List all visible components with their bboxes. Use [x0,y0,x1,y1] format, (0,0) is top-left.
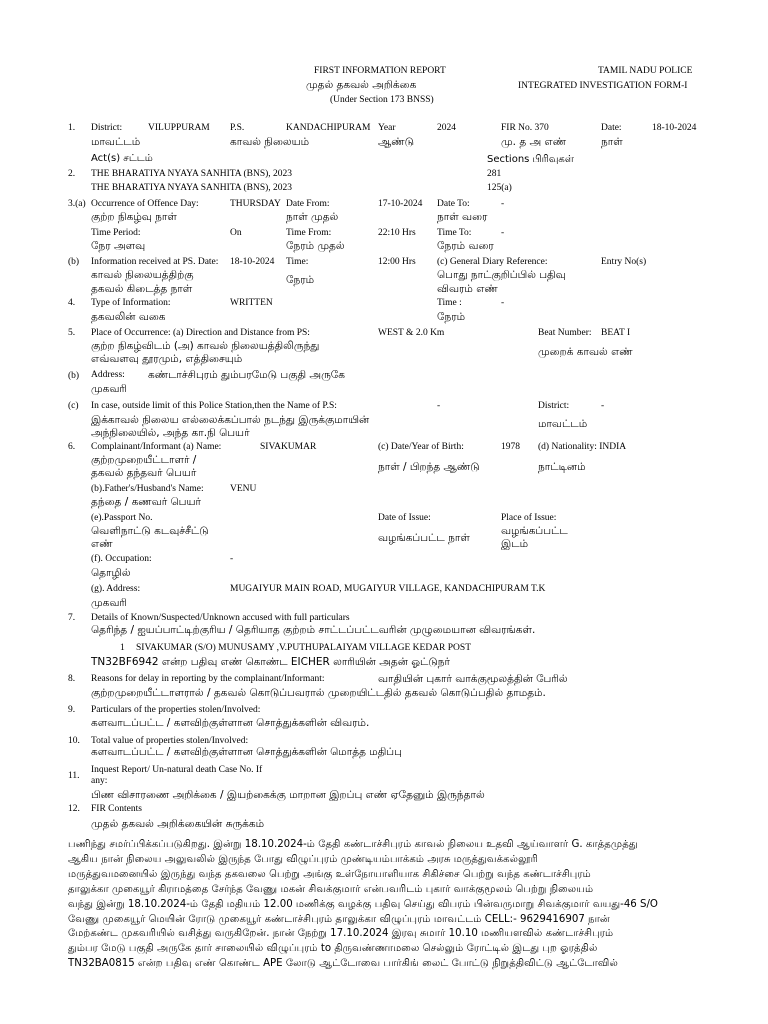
issue-date-tamil: வழங்கப்பட்ட நாள் [378,532,470,544]
time-period-tamil: நேர அளவு [91,240,146,252]
outside-district-tamil: மாவட்டம் [538,418,588,430]
contents-line: மருத்துவமனையில் இருந்து வந்த தகவலை பெற்று அங்கு உள்நோயாளியாக சிகிச்சை பெற்று வந்த கண்டாச்சிபுரம் [68,868,591,880]
year-label: Year [378,123,396,133]
outside-district-label: District: [538,401,570,411]
date-from-label: Date From: [286,199,330,209]
sections-label: Sections பிரிவுகள் [487,154,574,165]
ps-label: P.S. [230,123,245,133]
contents-line: தும்பர மேடு பகுதி அருகே தார் சாலையில் விழுப்புரம் to திருவண்ணாமலை செல்லும் ரோட்டில் இடது புற ஓரத்தில் [68,943,598,955]
complainant-address-value: MUGAIYUR MAIN ROAD, MUGAIYUR VILLAGE, KANDACHIPURAM T.K [230,584,546,594]
form-name: INTEGRATED INVESTIGATION FORM-I [518,81,688,91]
outside-district-value: - [601,401,605,411]
dob-value: 1978 [501,442,520,452]
report-title-tamil: முதல் தகவல் அறிக்கை [306,79,417,91]
contents-line: தாலுக்கா முகையூர் கிராமத்தை சேர்ந்த வேணு மகன் சிவக்குமார் என்பவரிடம் புகார் வாக்குமூலம் பெற்று நிலையம் [68,883,594,895]
contents-line: ஆகிய நான் நிலைய அலுவலில் இருந்த போது விழுப்புரம் முண்டியம்பாக்கம் அரசு மருத்துவக்கல்லூரி [68,853,538,865]
contents-line: மேற்கண்ட முகவரியில் வசித்து வருகிறேன். நான் நேற்று 17.10.2024 இரவு சுமார் 10.10 மணியளவில் கண்டாச்சிபுரம் [68,928,614,940]
place-direction-value: WEST & 2.0 Km [378,328,445,338]
place-direction-tamil-2: எவ்வளவு தூரமும், எத்திசையும் [91,353,243,365]
delay-reason-label: Reasons for delay in reporting by the complainant/Informant: [91,674,325,684]
section-5-number: 5. [68,328,76,338]
place-address-label: Address: [91,370,125,380]
property-value-label: Total value of properties stolen/Involved: [91,736,249,746]
passport-label: (e).Passport No. [91,513,153,523]
year-value: 2024 [437,123,456,133]
fir-date-value: 18-10-2024 [652,123,697,133]
occurrence-day-tamil: குற்ற நிகழ்வு நாள் [91,211,177,223]
occupation-value: - [230,554,234,564]
issue-date-label: Date of Issue: [378,513,431,523]
org-name: TAMIL NADU POLICE [598,66,693,76]
gd-reference-tamil-2: விவரம் எண் [437,283,498,295]
info-type-tamil: தகவலின் வகை [91,311,166,323]
inquest-tamil: பிண விசாரணை அறிக்கை / இயற்கைக்கு மாறான இறப்பு எண் ஏதேனும் இருந்தால் [91,789,485,801]
time-to-value: - [501,228,505,238]
beat-number-label: Beat Number: [538,328,592,338]
section-2-number: 2. [68,169,76,179]
district-value: VILUPPURAM [148,123,210,133]
father-name-value: VENU [230,484,257,494]
time-period-label: Time Period: [91,228,141,238]
time-to-label: Time To: [437,228,472,238]
occupation-label: (f). Occupation: [91,554,152,564]
property-value-tamil: களவாடப்பட்ட / களவிற்குள்ளான சொத்துக்களின் மொத்த மதிப்பு [91,746,402,758]
passport-tamil-2: எண் [91,538,113,550]
fir-contents-tamil: முதல் தகவல் அறிக்கையின் சுருக்கம் [91,818,265,830]
section-5c-number: (c) [68,401,79,411]
accused-label: Details of Known/Suspected/Unknown accused with full particulars [91,613,350,623]
section-8-number: 8. [68,674,76,684]
acts-label: Act(s) சட்டம் [91,153,153,164]
info-type-time-value: - [501,298,505,308]
date-to-value: - [501,199,505,209]
fir-number: FIR No. 370 [501,123,549,133]
date-from-tamil: நாள் முதல் [286,211,339,223]
info-received-tamil-1: காவல் நிலையத்திற்கு [91,269,194,281]
delay-reason-tamil: குற்றமுறையீட்டாளரால் / தகவல் கொடுப்பவரால் முறையிட்டதில் தகவல் கொடுப்பதில் தாமதம். [91,687,546,699]
section-3b-number: (b) [68,257,80,267]
inquest-label-2: any: [91,776,108,786]
outside-ps-tamil-1: இக்காவல் நிலைய எல்லைக்கப்பால் நடந்து இருக்குமாயின் [91,414,370,426]
place-address-value: கண்டாச்சிபுரம் தும்பரமேடு பகுதி அருகே [148,369,345,381]
section-281: 281 [487,169,502,179]
contents-line: வேணு முகையூர் மெயின் ரோடு முகையூர் கண்டாச்சிபுரம் தாலுக்கா விழுப்புரம் மாவட்டம் CELL:- 9629416907 நான் [68,913,610,925]
district-label-tamil: மாவட்டம் [91,136,141,148]
section-3-number: 3.(a) [68,199,86,209]
section-4-number: 4. [68,298,76,308]
section-9-number: 9. [68,705,76,715]
district-label: District: [91,123,123,133]
info-time-tamil: நேரம் [286,274,315,286]
accused-vehicle: TN32BF6942 என்ற பதிவு எண் கொண்ட EICHER லாரியின் அதன் ஓட்டுநர் [91,656,450,668]
report-title: FIRST INFORMATION REPORT [314,66,446,76]
place-direction-label: Place of Occurrence: (a) Direction and Distance from PS: [91,328,310,338]
info-type-value: WRITTEN [230,298,273,308]
father-name-tamil: தந்தை / கணவர் பெயர் [91,496,201,508]
father-name-label: (b).Father's/Husband's Name: [91,484,204,494]
section-6-number: 6. [68,442,76,452]
complainant-name-tamil-2: தகவல் தந்தவர் பெயர் [91,467,197,479]
complainant-name-label: Complainant/Informant (a) Name: [91,442,222,452]
dob-tamil: நாள் / பிறந்த ஆண்டு [378,461,480,473]
section-11-number: 11. [68,771,80,781]
gd-reference-tamil-1: பொது நாட்குறிப்பில் பதிவு [437,269,566,281]
info-time-label: Time: [286,257,309,267]
outside-ps-value: - [437,401,441,411]
place-address-tamil: முகவரி [91,383,127,395]
info-received-tamil-2: தகவல் கிடைத்த நாள் [91,283,193,295]
contents-line: வந்து இன்று 18.10.2024-ம் தேதி மதியம் 12.00 மணிக்கு வழக்கு பதிவு செய்து விபரம் பின்வருமாறு சிவக்குமார் வயது-46 S/O [68,898,658,910]
ps-label-tamil: காவல் நிலையம் [230,136,310,148]
info-type-time-tamil: நேரம் [437,311,466,323]
fir-date-label: Date: [601,123,622,133]
beat-number-value: BEAT I [601,328,631,338]
year-label-tamil: ஆண்டு [378,136,415,148]
occurrence-day-value: THURSDAY [230,199,281,209]
report-subtitle: (Under Section 173 BNSS) [330,95,434,105]
dob-label: (c) Date/Year of Birth: [378,442,464,452]
fir-date-label-tamil: நாள் [601,136,623,148]
time-from-tamil: நேரம் முதல் [286,240,345,252]
time-from-label: Time From: [286,228,332,238]
section-7-number: 7. [68,613,76,623]
time-to-tamil: நேரம் வரை [437,240,494,252]
issue-place-label: Place of Issue: [501,513,557,523]
act-2: THE BHARATIYA NYAYA SANHITA (BNS), 2023 [91,183,293,193]
occupation-tamil: தொழில் [91,567,131,579]
complainant-name-value: SIVAKUMAR [260,442,317,452]
info-type-time-label: Time : [437,298,462,308]
date-to-tamil: நாள் வரை [437,211,488,223]
stolen-property-label: Particulars of the properties stolen/Involved: [91,705,261,715]
accused-number: 1 [120,643,125,653]
act-1: THE BHARATIYA NYAYA SANHITA (BNS), 2023 [91,169,293,179]
section-10-number: 10. [68,736,80,746]
entry-no-label: Entry No(s) [601,257,647,267]
nationality-tamil: நாட்டினம் [538,461,586,473]
accused-label-tamil: தெரிந்த / ஐயப்பாட்டிற்குரிய / தெரியாத குற்றம் சாட்டப்பட்டவரின் முழுமையான விவரங்கள். [91,624,536,636]
place-direction-tamil-1: குற்ற நிகழ்விடம் (அ) காவல் நிலையத்திலிருந்து [91,340,320,352]
complainant-address-tamil: முகவரி [91,597,127,609]
contents-line: TN32BA0815 என்ற பதிவு எண் கொண்ட APE லோடு ஆட்டோவை பார்கிங் லைட் போட்டு நிறுத்திவிட்டு ஆட்டோவில் [68,958,618,970]
info-type-label: Type of Information: [91,298,171,308]
beat-number-tamil: முறைக் காவல் எண் [538,346,633,358]
section-1-number: 1. [68,123,76,133]
inquest-label-1: Inquest Report/ Un-natural death Case No. If [91,765,263,775]
section-12-number: 12. [68,804,80,814]
delay-reason-value: வாதியின் புகார் வாக்குமூலத்தின் பேரில் [378,673,568,685]
info-time-value: 12:00 Hrs [378,257,416,267]
complainant-address-label: (g). Address: [91,584,141,594]
nationality-label: (d) Nationality: INDIA [538,442,627,452]
fir-contents-label: FIR Contents [91,804,142,814]
section-125a: 125(a) [487,183,512,193]
info-received-date: 18-10-2024 [230,257,275,267]
stolen-property-tamil: களவாடப்பட்ட / களவிற்குள்ளான சொத்துக்களின் விவரம். [91,717,370,729]
date-to-label: Date To: [437,199,470,209]
issue-place-tamil-2: இடம் [501,538,529,550]
ps-value: KANDACHIPURAM [286,123,371,133]
section-5b-number: (b) [68,371,80,381]
complainant-name-tamil-1: குற்றமுறையீட்டாளர் / [91,454,197,466]
accused-details: SIVAKUMAR (S/O) MUNUSAMY ,V.PUTHUPALAIYAM VILLAGE KEDAR POST [136,643,472,653]
contents-line: பணிந்து சமர்ப்பிக்கப்படுகிறது. இன்று 18.10.2024-ம் தேதி கண்டாச்சிபுரம் காவல் நிலைய உதவி ஆய்வாளர் G. காத்தமுத்து [68,839,638,850]
outside-ps-tamil-2: அந்நிலையில், அந்த கா.நி பெயர் [91,427,250,439]
fir-number-tamil: மு. த அ எண் [501,136,567,148]
issue-place-tamil-1: வழங்கப்பட்ட [501,525,568,537]
info-received-label: Information received at PS. Date: [91,257,219,267]
passport-tamil-1: வெளிநாட்டு கடவுச்சீட்டு [91,525,209,537]
outside-ps-label: In case, outside limit of this Police Station,then the Name of P.S: [91,401,337,411]
occurrence-day-label: Occurrence of Offence Day: [91,199,199,209]
date-from-value: 17-10-2024 [378,199,423,209]
time-from-value: 22:10 Hrs [378,228,416,238]
time-period-value: On [230,228,242,238]
gd-reference-label: (c) General Diary Reference: [437,257,548,267]
fir-contents-paragraph [68,838,700,972]
